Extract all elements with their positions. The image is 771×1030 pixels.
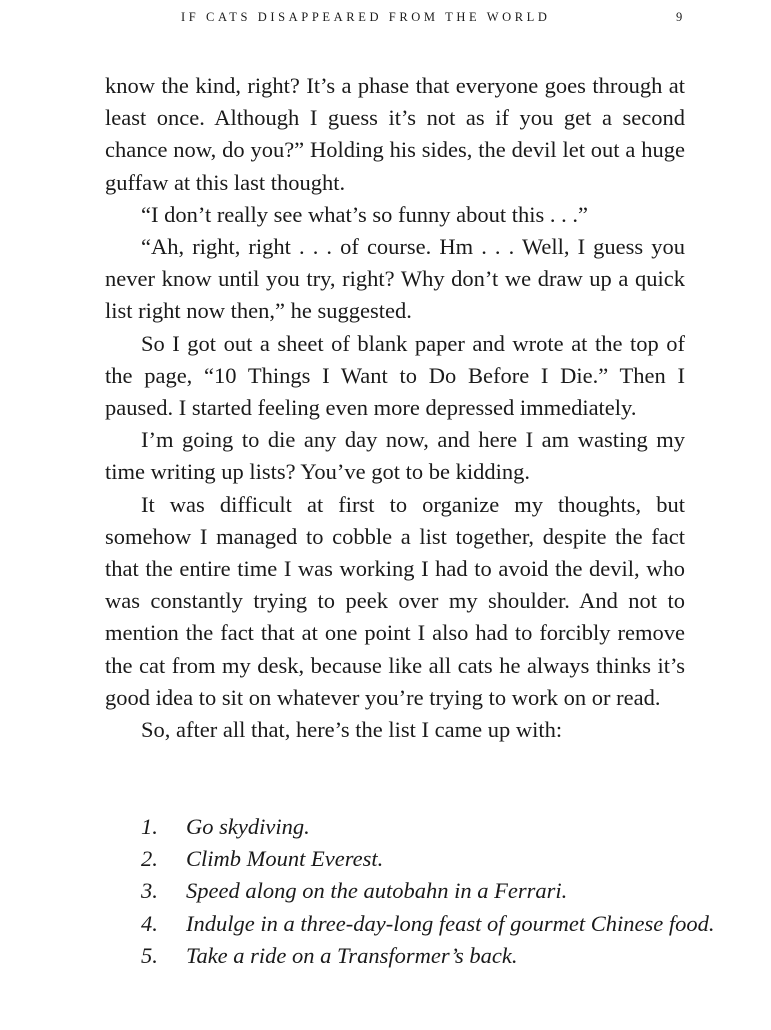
page-number: 9 (676, 10, 683, 24)
paragraph: So, after all that, here’s the list I came up with: (141, 717, 563, 743)
list-item-number: 5. (141, 942, 158, 968)
list-item-text: Take a ride on a Transformer’s back. (186, 942, 518, 968)
list-item (105, 940, 705, 972)
list-item-text: Indulge in a three-day-long feast of gourmet Chinese food. (186, 910, 715, 936)
paragraph: “I don’t really see what’s so funny about this . . .” (141, 201, 588, 227)
list-item (105, 908, 715, 940)
paragraph: I’m going to die any day now, and here I am wasting my time writing up lists? You’ve got to be kidding. (105, 427, 685, 485)
bucket-list (105, 811, 715, 972)
list-item-text: Speed along on the autobahn in a Ferrari. (186, 878, 568, 904)
list-item-text: Go skydiving. (186, 814, 310, 839)
body-text (105, 70, 685, 746)
running-title: IF CATS DISAPPEARED FROM THE WORLD (181, 10, 551, 24)
paragraph: know the kind, right? It’s a phase that everyone goes through at least once. Although I guess it’s not as if you get a second chance now, do you?” Holding his sides, the devil let out a huge guffaw at this last thought. (105, 73, 685, 195)
paragraph: “Ah, right, right . . . of course. Hm . . . Well, I guess you never know until you try, right? Why don’t we draw up a quick list right now then,” he suggested. (105, 234, 685, 324)
list-item (105, 875, 705, 907)
list-item-number: 4. (141, 910, 158, 936)
list-item (105, 811, 705, 843)
list-item-number: 2. (141, 846, 158, 872)
running-head (0, 10, 771, 30)
list-item-text: Climb Mount Everest. (186, 846, 384, 872)
list-item (105, 843, 705, 875)
list-item-number: 1. (141, 814, 158, 839)
list-item-number: 3. (141, 878, 158, 904)
paragraph: So I got out a sheet of blank paper and wrote at the top of the page, “10 Things I Want to Do Before I Die.” Then I paused. I started feeling even more depressed immediately. (105, 330, 685, 421)
paragraph: It was difficult at first to organize my thoughts, but somehow I managed to cobble a list together, despite the fact that the entire time I was working I had to avoid the devil, who was constantly trying to peek over my shoulder. And not to mention the fact that at one point I also had to forcibly remove the cat from my desk, because like all cats he always thinks it’s good idea to sit on whatever you’re trying to work on or read. (105, 491, 685, 710)
